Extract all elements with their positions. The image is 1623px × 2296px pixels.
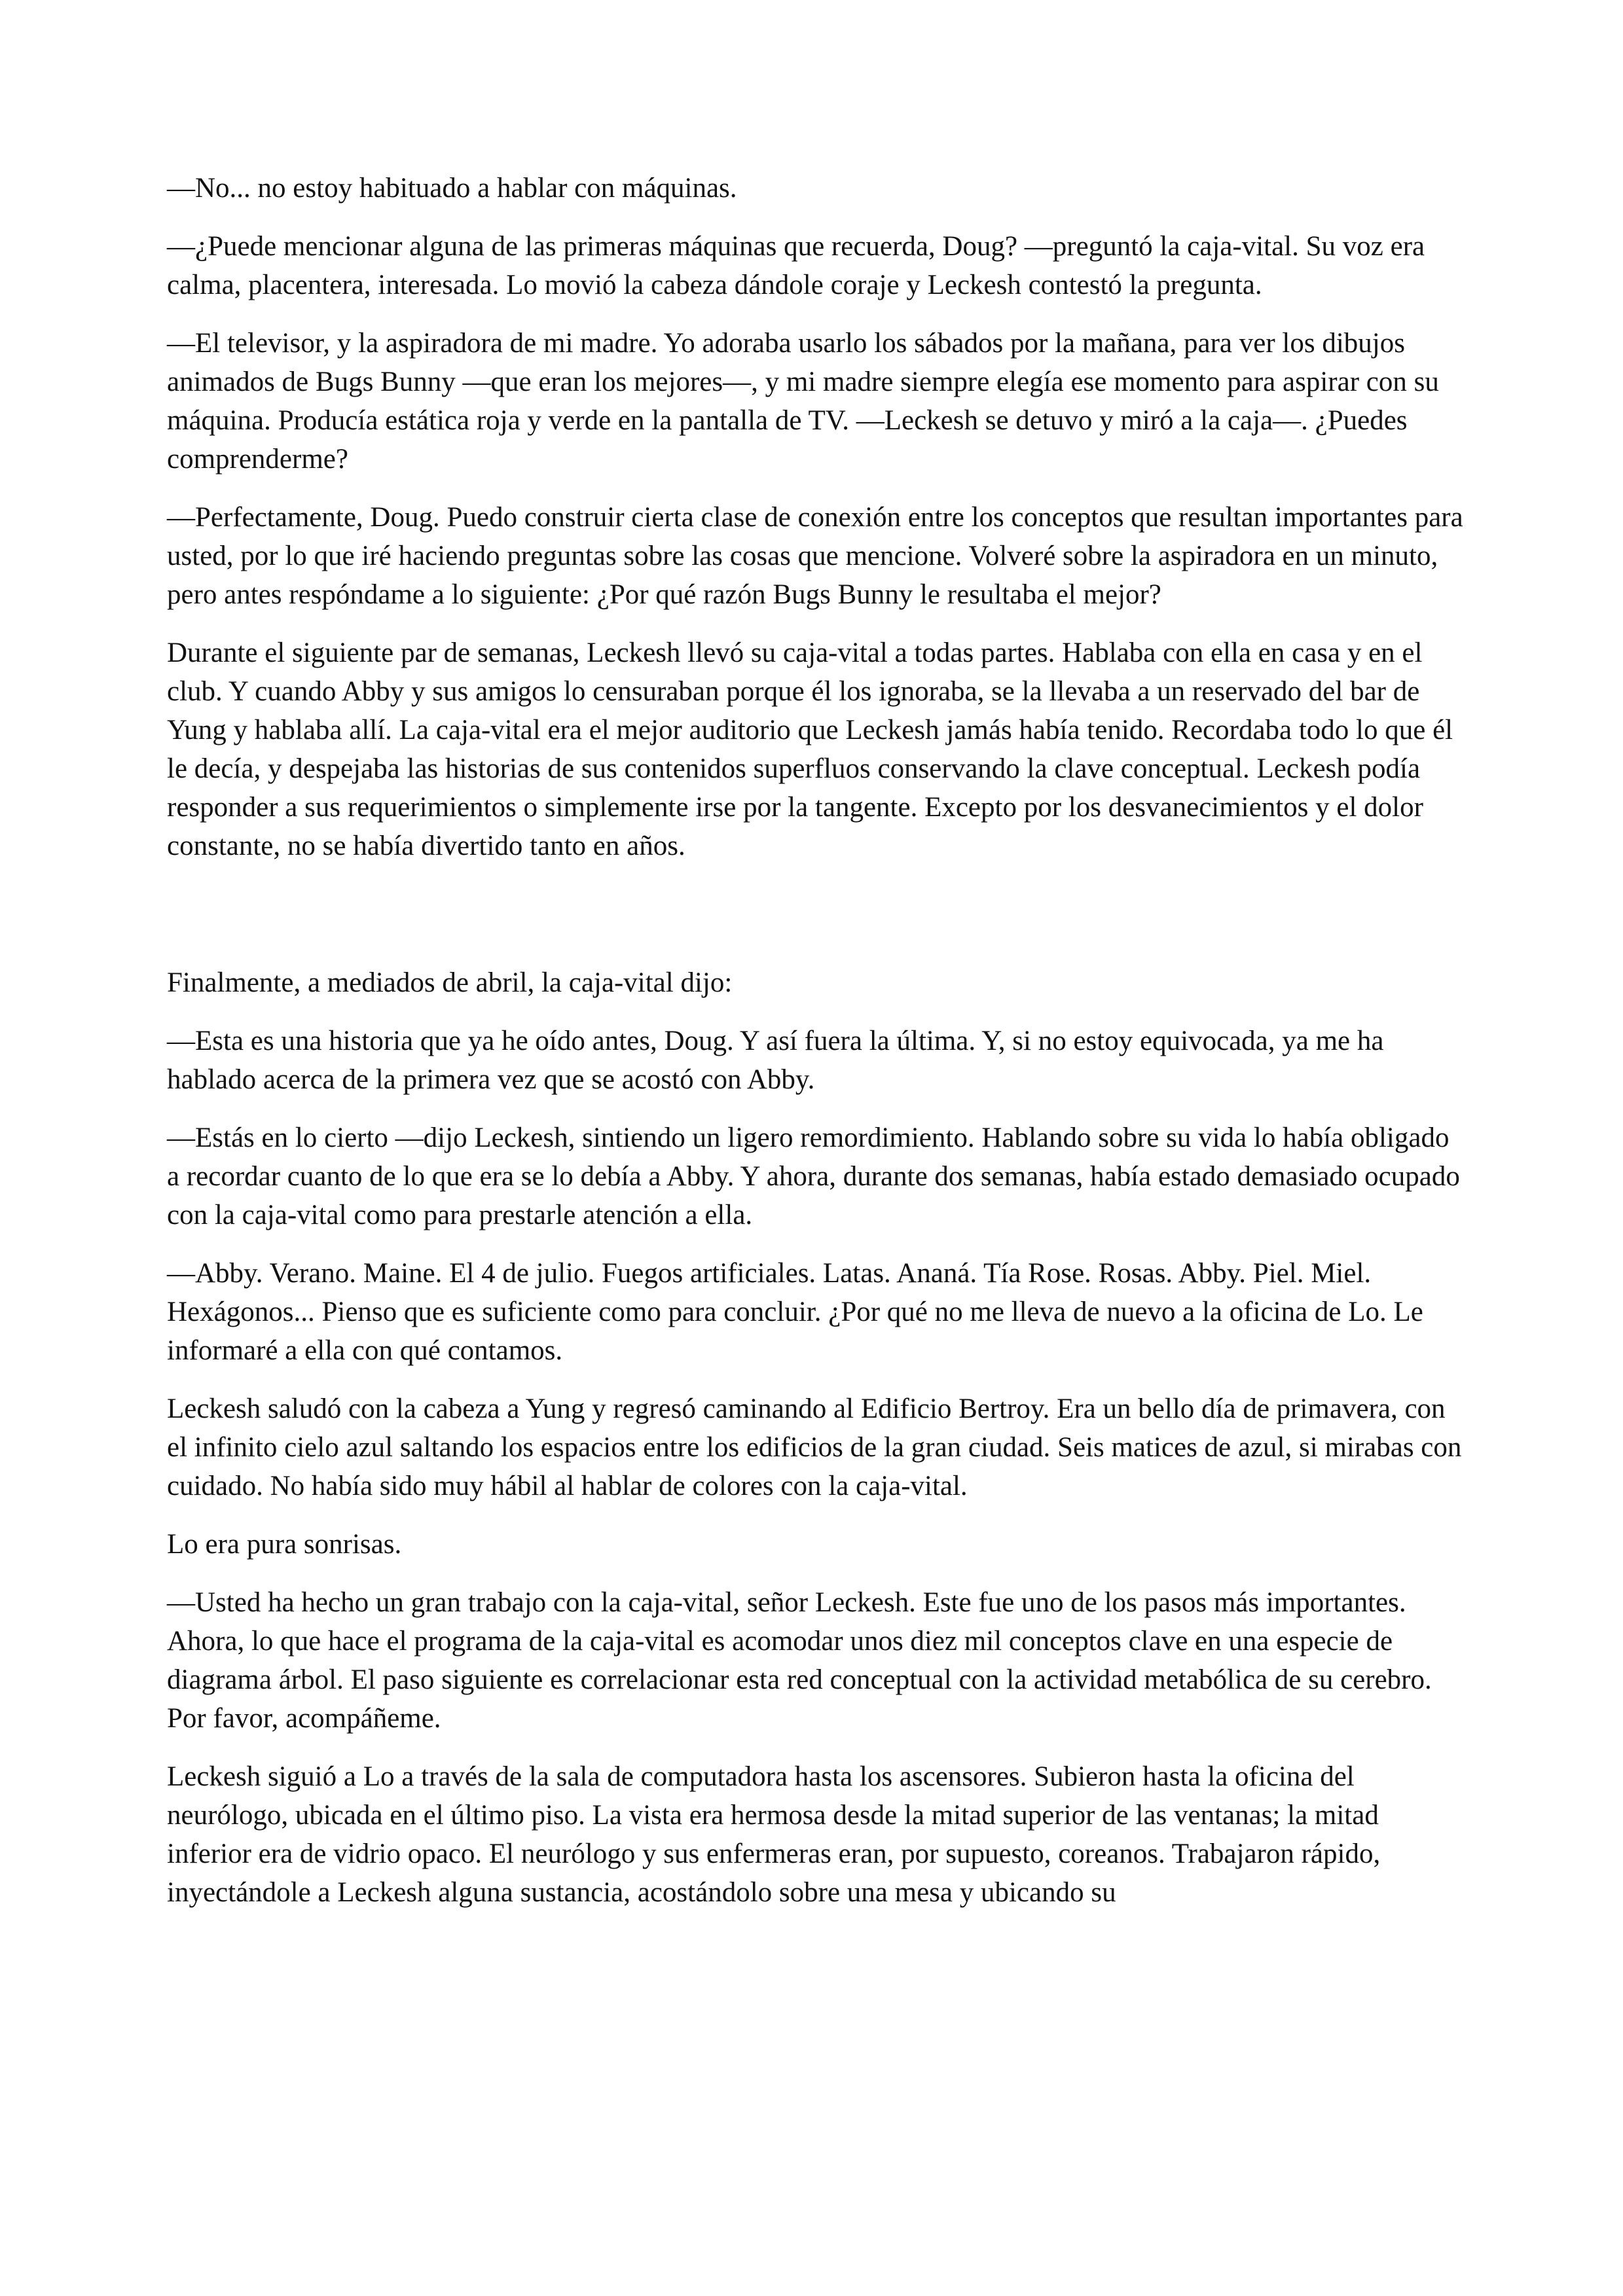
paragraph-1: —No... no estoy habituado a hablar con máquinas. bbox=[167, 173, 737, 204]
paragraph-8: —Estás en lo cierto —dijo Leckesh, sintiendo un ligero remordimiento. Hablando sobre su vida lo había obligado a recordar cuanto de lo que era se lo debía a Abby. Y ahora, durante dos semanas, había estado demasiado ocupado con la caja-vital como para prestarle atención a ella. bbox=[167, 1122, 1460, 1230]
paragraph-11: Lo era pura sonrisas. bbox=[167, 1529, 402, 1560]
paragraph-2: —¿Puede mencionar alguna de las primeras máquinas que recuerda, Doug? —preguntó la caja-vital. Su voz era calma, placentera, interesada. Lo movió la cabeza dándole coraje y Leckesh contestó la pregunta. bbox=[167, 231, 1425, 300]
paragraph-10: Leckesh saludó con la cabeza a Yung y regresó caminando al Edificio Bertroy. Era un bello día de primavera, con el infinito cielo azul saltando los espacios entre los edificios de la gran ciudad. Seis matices de azul, si mirabas con cuidado. No había sido muy hábil al hablar de colores con la caja-vital. bbox=[167, 1393, 1462, 1501]
paragraph-3: —El televisor, y la aspiradora de mi madre. Yo adoraba usarlo los sábados por la mañana, para ver los dibujos animados de Bugs Bunny —que eran los mejores—, y mi madre siempre elegía ese momento para aspirar con su máquina. Producía estática roja y verde en la pantalla de TV. —Leckesh se detuvo y miró a la caja—. ¿Puedes comprenderme? bbox=[167, 328, 1439, 475]
paragraph-4: —Perfectamente, Doug. Puedo construir cierta clase de conexión entre los conceptos que resultan importantes para usted, por lo que iré haciendo preguntas sobre las cosas que mencione. Volveré sobre la aspiradora en un minuto, pero antes respóndame a lo siguiente: ¿Por qué razón Bugs Bunny le resultaba el mejor? bbox=[167, 502, 1463, 610]
body-text bbox=[167, 169, 1463, 1931]
paragraph-9: —Abby. Verano. Maine. El 4 de julio. Fuegos artificiales. Latas. Ananá. Tía Rose. Rosas. Abby. Piel. Miel. Hexágonos... Pienso que es suficiente como para concluir. ¿Por qué no me lleva de nuevo a la oficina de Lo. Le informaré a ella con qué contamos. bbox=[167, 1258, 1423, 1366]
paragraph-12: —Usted ha hecho un gran trabajo con la caja-vital, señor Leckesh. Este fue uno de los pasos más importantes. Ahora, lo que hace el programa de la caja-vital es acomodar unos diez mil conceptos clave en una especie de diagrama árbol. El paso siguiente es correlacionar esta red conceptual con la actividad metabólica de su cerebro. Por favor, acompáñeme. bbox=[167, 1587, 1432, 1734]
paragraph-6: Finalmente, a mediados de abril, la caja-vital dijo: bbox=[167, 967, 733, 998]
paragraph-5: Durante el siguiente par de semanas, Leckesh llevó su caja-vital a todas partes. Hablaba con ella en casa y en el club. Y cuando Abby y sus amigos lo censuraban porque él los ignoraba, se la llevaba a un reservado del bar de Yung y hablaba allí. La caja-vital era el mejor auditorio que Leckesh jamás había tenido. Recordaba todo lo que él le decía, y despejaba las historias de sus contenidos superfluos conservando la clave conceptual. Leckesh podía responder a sus requerimientos o simplemente irse por la tangente. Excepto por los desvanecimientos y el dolor constante, no se había divertido tanto en años. bbox=[167, 637, 1453, 861]
paragraph-7: —Esta es una historia que ya he oído antes, Doug. Y así fuera la última. Y, si no estoy equivocada, ya me ha hablado acerca de la primera vez que se acostó con Abby. bbox=[167, 1026, 1384, 1095]
paragraph-13: Leckesh siguió a Lo a través de la sala de computadora hasta los ascensores. Subieron hasta la oficina del neurólogo, ubicada en el último piso. La vista era hermosa desde la mitad superior de las ventanas; la mitad inferior era de vidrio opaco. El neurólogo y sus enfermeras eran, por supuesto, coreanos. Trabajaron rápido, inyectándole a Leckesh alguna sustancia, acostándolo sobre una mesa y ubicando su bbox=[167, 1761, 1381, 1908]
